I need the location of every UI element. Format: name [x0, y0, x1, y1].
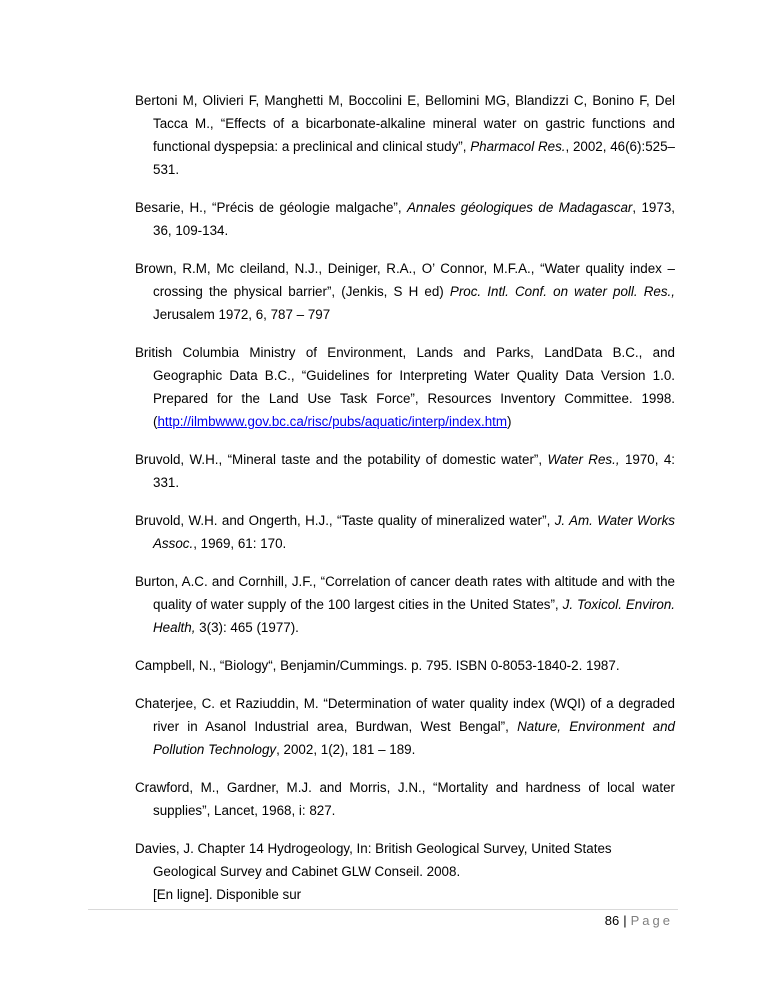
reference-entry	[135, 257, 675, 326]
reference-text: British Columbia Ministry of Environment, Lands and Parks, LandData B.C., and Geographic Data B.C., “Guidelines for Interpreting Water Quality Data Version 1.0. Prepared for the Land Use Task Force”, Resources Inventory Committee. 1998. (	[135, 345, 675, 429]
reference-text: Bruvold, W.H., “Mineral taste and the potability of domestic water”,	[135, 452, 548, 467]
reference-journal: Water Res.,	[547, 452, 620, 467]
reference-text: 3(3): 465 (1977).	[195, 620, 299, 635]
reference-entry	[135, 654, 675, 677]
reference-entry	[135, 776, 675, 822]
reference-text: [En ligne]. Disponible sur	[153, 887, 302, 902]
reference-entry	[135, 448, 675, 494]
reference-text: Besarie, H., “Précis de géologie malgache”,	[135, 200, 407, 215]
reference-text: , 2002, 1(2), 181 – 189.	[276, 742, 416, 757]
reference-text: Jerusalem 1972, 6, 787 – 797	[153, 307, 331, 322]
reference-journal: J. Am. Water Works Assoc.	[153, 513, 675, 551]
reference-entry	[135, 837, 675, 906]
reference-text: 1970, 4: 331.	[153, 452, 676, 490]
footer-separator: |	[623, 913, 627, 928]
reference-text: Brown, R.M, Mc cleiland, N.J., Deiniger, R.A., O’ Connor, M.F.A., “Water quality index – crossing the physical barrier”, (Jenkis, S H ed)	[135, 261, 675, 299]
reference-text: Bruvold, W.H. and Ongerth, H.J., “Taste quality of mineralized water”,	[135, 513, 555, 528]
reference-entry	[135, 570, 675, 639]
reference-text: Chaterjee, C. et Raziuddin, M. “Determination of water quality index (WQI) of a degraded river in Asanol Industrial area, Burdwan, West Bengal”,	[135, 696, 675, 734]
reference-entry	[135, 196, 675, 242]
reference-text: Bertoni M, Olivieri F, Manghetti M, Boccolini E, Bellomini MG, Blandizzi C, Bonino F, Del Tacca M., “Effects of a bicarbonate-alkaline mineral water on gastric functions and functional dyspepsia: a preclinical and clinical study”,	[135, 93, 675, 154]
reference-text: Burton, A.C. and Cornhill, J.F., “Correlation of cancer death rates with altitude and with the quality of water supply of the 100 largest cities in the United States”,	[135, 574, 675, 612]
reference-entry	[135, 341, 675, 433]
page-number: 86	[604, 913, 620, 928]
reference-text: Crawford, M., Gardner, M.J. and Morris, J.N., “Mortality and hardness of local water supplies”, Lancet, 1968, i: 827.	[135, 780, 675, 818]
reference-text: , 1973, 36, 109-134.	[153, 200, 675, 238]
reference-text: , 1969, 61: 170.	[193, 536, 287, 551]
reference-journal: Proc. Intl. Conf. on water poll. Res.,	[449, 284, 675, 299]
page-label: Page	[630, 913, 673, 928]
reference-text: , 2002, 46(6):525–531.	[153, 139, 675, 177]
reference-journal: Pharmacol Res.	[470, 139, 566, 154]
reference-entry	[135, 509, 675, 555]
reference-entry	[135, 692, 675, 761]
reference-journal: Annales géologiques de Madagascar	[407, 200, 633, 215]
reference-journal: Nature, Environment and Pollution Technology	[153, 719, 675, 757]
reference-entry	[135, 89, 675, 181]
reference-text: Campbell, N., “Biology“, Benjamin/Cummings. p. 795. ISBN 0-8053-1840-2. 1987.	[135, 658, 620, 673]
reference-text: Davies, J. Chapter 14 Hydrogeology, In: British Geological Survey, United States	[135, 841, 612, 856]
reference-link[interactable]: http://ilmbwww.gov.bc.ca/risc/pubs/aquatic/interp/index.htm	[157, 414, 508, 429]
reference-text: Geological Survey and Cabinet GLW Conseil. 2008.	[153, 864, 461, 879]
reference-list	[135, 89, 675, 921]
reference-text: )	[507, 414, 512, 429]
footer-divider	[88, 909, 678, 910]
reference-journal: J. Toxicol. Environ. Health,	[153, 597, 676, 635]
page-footer	[605, 912, 673, 930]
